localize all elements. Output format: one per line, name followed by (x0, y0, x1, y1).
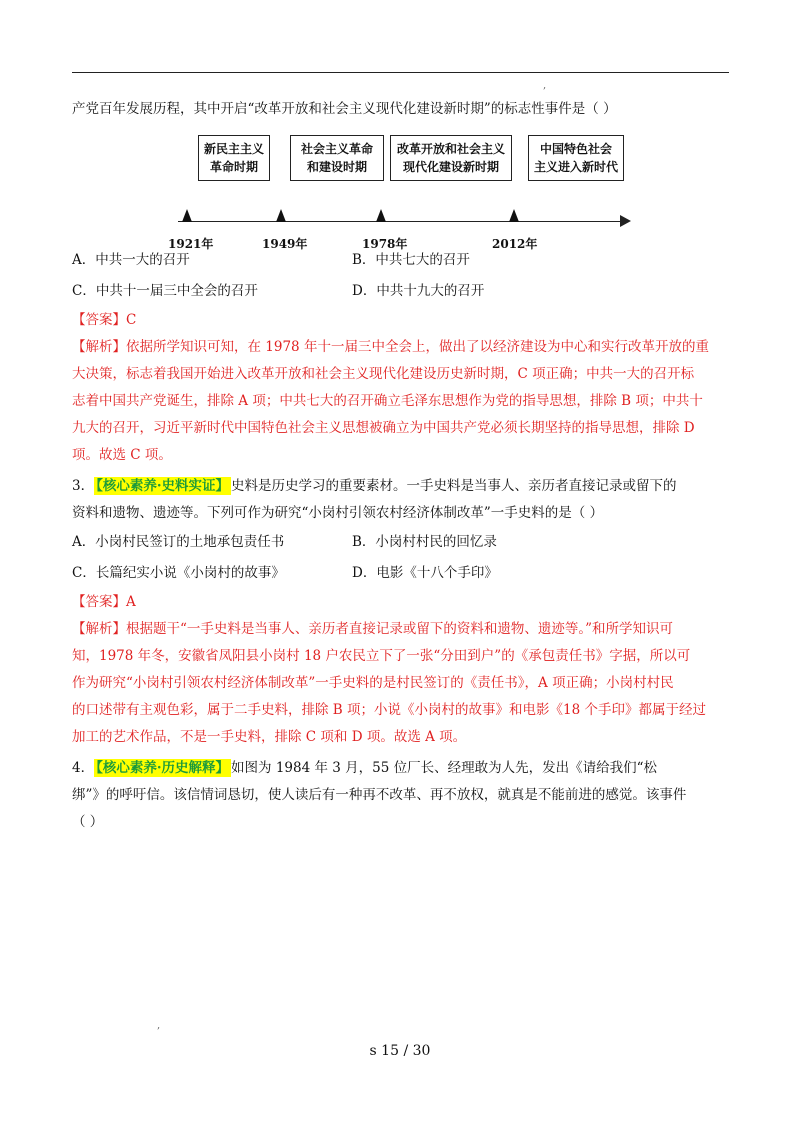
question-3 (72, 473, 732, 751)
timeline-box-1-line1: 新民主主义 (203, 142, 264, 156)
timeline-box-3-line2: 现代化建设新时期 (402, 160, 499, 174)
q4-number: 4． (72, 760, 95, 776)
page-content (72, 96, 732, 836)
timeline-marker-3 (376, 209, 386, 222)
timeline-box-4-line1: 中国特色社会 (539, 142, 612, 156)
timeline-year-3: 1978年 (362, 237, 408, 251)
timeline-marker-2 (276, 209, 286, 222)
timeline-marker-4 (509, 209, 519, 222)
q4-stem-line3: （ ） (72, 814, 104, 830)
header-rule (72, 72, 729, 73)
header-mark: , (543, 80, 547, 91)
timeline-box-2-line2: 和建设时期 (306, 160, 367, 174)
q4-stem-line2: 绑”》的呼吁信。该信情词恳切，使人读后有一种再不改革、再不放权，就真是不能前进的感觉。该事件 (72, 787, 687, 803)
q3-analysis-line: 作为研究“小岗村引领农村经济体制改革”一手史料的是村民签订的《责任书》，A 项正确；小岗村村民 (72, 675, 674, 691)
timeline-box-4 (528, 135, 624, 181)
timeline-box-3-line1: 改革开放和社会主义 (396, 142, 505, 156)
q2-answer: 【答案】C (72, 312, 137, 328)
q3-analysis-line: 加工的艺术作品，不是一手史料，排除 C 项和 D 项。故选 A 项。 (72, 729, 467, 745)
q3-stem-line2: 资料和遗物、遗迹等。下列可作为研究“小岗村引领农村经济体制改革”一手史料的是（ ） (72, 505, 604, 521)
q3-option-d: D．电影《十八个手印》 (352, 565, 498, 581)
timeline-box-4-line2: 主义进入新时代 (533, 160, 618, 174)
timeline-arrow-icon (620, 215, 631, 227)
q2-analysis-line: 大决策，标志着我国开始进入改革开放和社会主义现代化建设历史新时期，C 项正确；中共一大的召开标 (72, 366, 695, 382)
timeline-box-2-line1: 社会主义革命 (300, 142, 373, 156)
q3-option-b: B．小岗村村民的回忆录 (352, 534, 497, 550)
timeline-year-4: 2012年 (492, 237, 538, 251)
q4-tag: 【核心素养·历史解释】 (96, 760, 230, 776)
timeline-box-2 (290, 135, 384, 181)
page-number: s 15 / 30 (369, 1043, 431, 1059)
q2-analysis-line: 【解析】依据所学知识可知，在 1978 年十一届三中全会上，做出了以经济建设为中心和实行改革开放的重 (72, 339, 709, 355)
timeline-box-3 (390, 135, 512, 181)
q3-number: 3． (72, 478, 95, 494)
q4-stem-line1: 如图为 1984 年 3 月，55 位厂长、经理敢为人先，发出《请给我们“松 (231, 760, 658, 776)
q3-analysis (72, 616, 732, 751)
q2-analysis-line: 项。故选 C 项。 (72, 447, 172, 463)
q3-option-a: A．小岗村民签订的土地承包责任书 (72, 534, 285, 550)
question-4 (72, 755, 732, 836)
timeline-year-2: 1949年 (262, 237, 308, 251)
timeline-axis (178, 221, 626, 222)
q2-analysis-line: 九大的召开，习近平新时代中国特色社会主义思想被确立为中国共产党必须长期坚持的指导思想，排除 D (72, 420, 695, 436)
q3-analysis-line: 知，1978 年冬，安徽省凤阳县小岗村 18 户农民立下了一张“分田到户”的《承包责任书》字据，所以可 (72, 648, 691, 664)
q3-tag: 【核心素养·史料实证】 (96, 478, 230, 494)
timeline-marker-1 (182, 209, 192, 222)
q2-analysis (72, 334, 732, 469)
q2-option-b: B．中共七大的召开 (352, 252, 470, 268)
q2-stem: 产党百年发展历程，其中开启“改革开放和社会主义现代化建设新时期”的标志性事件是（ ） (72, 101, 617, 117)
bottom-mark: , (157, 1020, 161, 1031)
q2-timeline (72, 127, 732, 251)
timeline-box-1-line2: 革命时期 (209, 160, 258, 174)
q3-answer: 【答案】A (72, 594, 136, 610)
q3-options (72, 527, 732, 589)
q2-option-a: A．中共一大的召开 (72, 252, 190, 268)
q2-analysis-line: 志着中国共产党诞生，排除 A 项；中共七大的召开确立毛泽东思想作为党的指导思想，排除 B 项；中共十 (72, 393, 703, 409)
timeline-year-1: 1921年 (168, 237, 214, 251)
q2-option-d: D．中共十九大的召开 (352, 283, 485, 299)
q3-analysis-line: 【解析】根据题干“一手史料是当事人、亲历者直接记录或留下的资料和遗物、遗迹等。”和所学知识可 (72, 621, 674, 637)
q2-option-c: C．中共十一届三中全会的召开 (72, 283, 258, 299)
q3-stem-line1: 史料是历史学习的重要素材。一手史料是当事人、亲历者直接记录或留下的 (231, 478, 677, 494)
timeline-box-1 (198, 135, 270, 181)
q3-option-c: C．长篇纪实小说《小岗村的故事》 (72, 565, 285, 581)
q3-analysis-line: 的口述带有主观色彩，属于二手史料，排除 B 项；小说《小岗村的故事》和电影《18 个手印》都属于经过 (72, 702, 706, 718)
